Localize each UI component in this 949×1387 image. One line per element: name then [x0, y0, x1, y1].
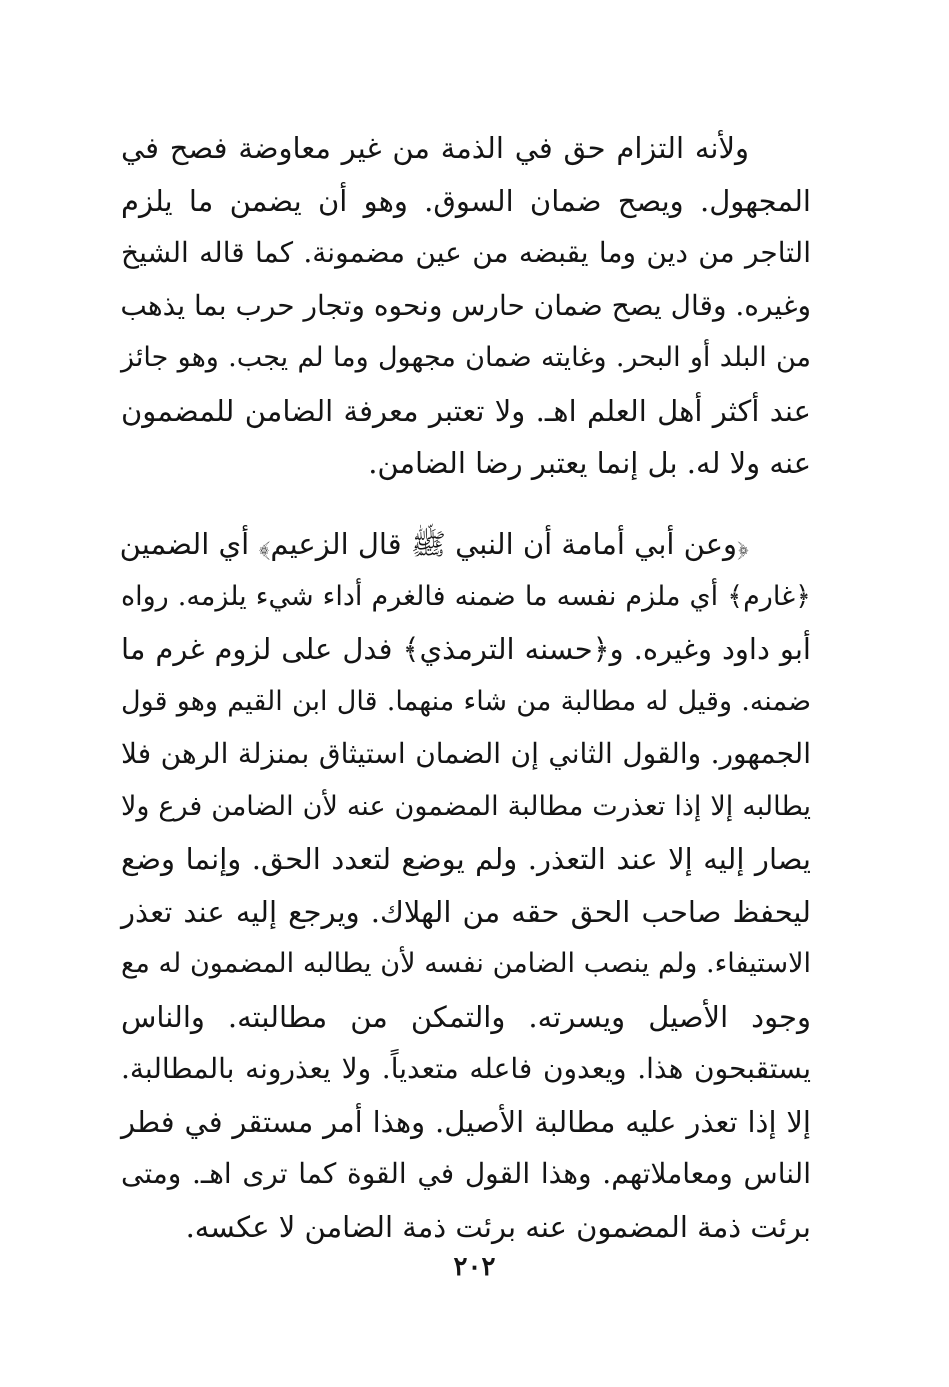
- paragraph-line: يطالبه إلا إذا تعذرت مطالبة المضمون عنه لأن الضامن فرع ولا: [121, 790, 811, 822]
- paragraph-line: يصار إليه إلا عند التعذر. ولم يوضع لتعدد الحق. وإنما وضع: [121, 842, 811, 876]
- paragraph-line: وجود الأصيل ويسرته. والتمكن من مطالبته. والناس: [121, 999, 811, 1034]
- paragraph-line: الناس ومعاملاتهم. وهذا القول في القوة كما ترى اهـ. ومتى: [121, 1157, 811, 1190]
- paragraph-line: ﴿غارم﴾ أي ملزم نفسه ما ضمنه فالغرم أداء شيء يلزمه. رواه: [121, 580, 811, 612]
- paragraph-line: برئت ذمة المضمون عنه برئت ذمة الضامن لا عكسه.: [185, 1209, 811, 1244]
- paragraph-line: الجمهور. والقول الثاني إن الضمان استيثاق بمنزلة الرهن فلا: [121, 737, 811, 770]
- paragraph-line: ليحفظ صاحب الحق حقه من الهلاك. ويرجع إليه عند تعذر: [121, 894, 811, 929]
- paragraph-1: [121, 122, 811, 490]
- paragraph-line: الاستيفاء. ولم ينصب الضامن نفسه لأن يطالبه المضمون له مع: [121, 948, 811, 979]
- paragraph-line: عند أكثر أهل العلم اهـ. ولا تعتبر معرفة الضامن للمضمون: [121, 393, 811, 428]
- paragraph-line: ضمنه. وقيل له مطالبة من شاء منهما. قال ابن القيم وهو قول: [121, 685, 811, 717]
- paragraph-line: من البلد أو البحر. وغايته ضمان مجهول وما لم يجب. وهو جائز: [121, 342, 811, 373]
- paragraph-line: التاجر من دين وما يقبضه من عين مضمونة. كما قاله الشيخ: [121, 236, 811, 269]
- paragraph-line: إلا إذا تعذر عليه مطالبة الأصيل. وهذا أمر مستقر في فطر: [121, 1104, 811, 1139]
- paragraph-line: المجهول. ويصح ضمان السوق. وهو أن يضمن ما يلزم: [121, 183, 811, 218]
- paragraph-line: ﴿وعن أبي أمامة أن النبي ﷺ قال الزعيم﴾ أي الضمين: [119, 527, 749, 561]
- paragraph-line: وغيره. وقال يصح ضمان حارس ونحوه وتجار حرب بما يذهب: [120, 288, 811, 322]
- paragraph-2: [121, 518, 811, 1253]
- paragraph-line: ولأنه التزام حق في الذمة من غير معاوضة فصح في: [121, 131, 749, 165]
- paragraph-line: عنه ولا له. بل إنما يعتبر رضا الضامن.: [368, 446, 811, 480]
- page-number: ٢٠٢: [453, 1252, 496, 1282]
- paragraph-line: يستقبحون هذا. ويعدون فاعله متعدياً. ولا يعذرونه بالمطالبة.: [121, 1052, 811, 1085]
- paragraph-line: أبو داود وغيره. و﴿حسنه الترمذي﴾ فدل على لزوم غرم ما: [121, 632, 811, 666]
